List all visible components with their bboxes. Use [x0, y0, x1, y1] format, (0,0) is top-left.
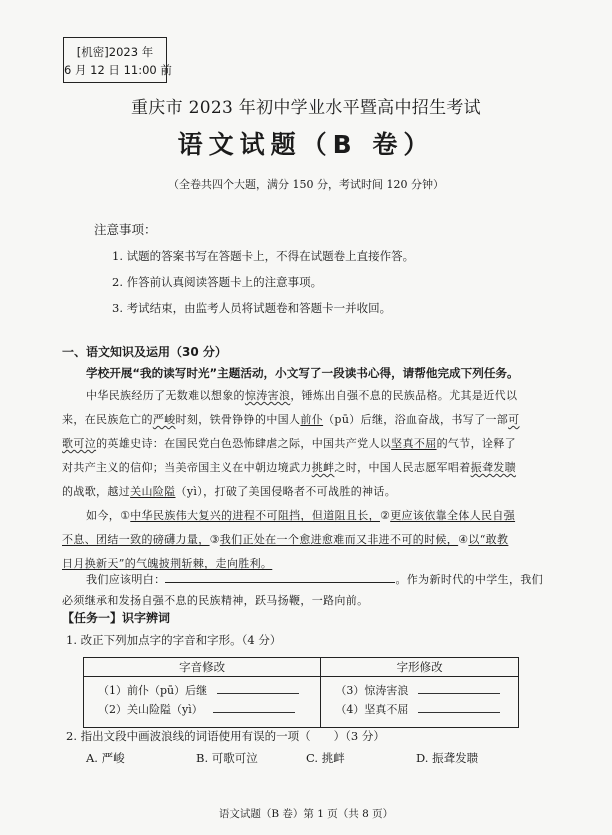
marked-word: 可: [508, 413, 520, 426]
answer-line[interactable]: [418, 683, 500, 694]
clause: 我们正处在一个愈进愈难而又非进不可的时候，: [219, 533, 459, 546]
table-row: （4）坚真不屈: [335, 700, 518, 719]
passage-line: 对共产主义的信仰；当美帝国主义在中朝边境武力挑衅之时，中国人民志愿军唱着振聋发聩: [62, 461, 517, 474]
answer-line[interactable]: [213, 702, 295, 713]
clause-number: ④: [458, 533, 469, 546]
option-b[interactable]: B. 可歌可泣: [196, 751, 258, 765]
character-cell: [321, 677, 519, 728]
passage-line: 中华民族经历了无数难以想象的惊涛害浪，锤炼出自强不息的民族品格。尤其是近代以: [86, 389, 518, 402]
question-1: 1. 改正下列加点字的字音和字形。（4 分）: [66, 633, 282, 647]
marked-word: 严峻: [152, 413, 176, 426]
notice-item: 1. 试题的答案书写在答题卡上，不得在试题卷上直接作答。: [112, 249, 415, 263]
clause: 不息、团结一致的磅礴力量，: [62, 533, 210, 546]
task-label: 【任务一】识字辨词: [62, 611, 171, 625]
confidential-line-2: 6 月 12 日 11:00 前: [64, 63, 172, 77]
passage-line: 我们应该明白： 。作为新时代的中学生，我们: [86, 573, 544, 586]
marked-word: 挑衅: [311, 461, 335, 474]
marked-word: 歌可泣: [62, 437, 97, 450]
passage-line: [62, 555, 272, 571]
marked-word: 关山险隘: [130, 485, 176, 498]
clause: 更应该依靠全体人民自强: [390, 509, 516, 522]
marked-word: 振聋发聩: [470, 461, 517, 474]
exam-info: （全卷共四个大题，满分 150 分，考试时间 120 分钟）: [168, 178, 444, 191]
notice-title: 注意事项：: [94, 222, 157, 237]
section-intro: 学校开展“我的读写时光”主题活动，小文写了一段读书心得，请帮他完成下列任务。: [86, 366, 519, 380]
passage-line: [62, 531, 508, 547]
answer-table: [83, 657, 519, 728]
notice-item: 3. 考试结束，由监考人员将试题卷和答题卡一并收回。: [112, 301, 392, 315]
page-footer: 语文试题（B 卷）第 1 页（共 8 页）: [218, 808, 394, 820]
answer-line[interactable]: [217, 683, 299, 694]
marked-word: 惊涛害浪: [244, 389, 291, 402]
pronunciation-cell: [84, 677, 321, 728]
table-header-pronunciation: 字音修改: [84, 658, 321, 677]
option-c[interactable]: C. 挑衅: [306, 751, 345, 765]
passage-line: 歌可泣的英雄史诗：在国民党白色恐怖肆虐之际，中国共产党人以坚真不屈的气节，诠释了: [62, 437, 517, 450]
clause: 以“敢教: [468, 533, 509, 546]
exam-name: 重庆市 2023 年初中学业水平暨高中招生考试: [131, 98, 481, 118]
confidential-line-1: [机密]2023 年: [76, 45, 154, 59]
table-row: （3）惊涛害浪: [335, 681, 518, 700]
clause-number: ③: [209, 533, 220, 546]
clause: 中华民族伟大复兴的进程不可阻挡，但道阻且长，: [130, 509, 380, 522]
answer-line[interactable]: [418, 702, 500, 713]
passage-line: 的战歌，越过关山险隘（yì），打破了美国侵略者不可战胜的神话。: [62, 485, 397, 498]
option-d[interactable]: D. 振聋发聩: [416, 751, 479, 765]
passage-line: 来，在民族危亡的严峻时刻，铁骨铮铮的中国人前仆（pū）后继，浴血奋战，书写了一部可: [62, 413, 520, 426]
section-heading: 一、语文知识及运用（30 分）: [62, 345, 227, 359]
table-row: （1）前仆（pū）后继: [98, 681, 320, 700]
table-header-character: 字形修改: [321, 658, 519, 677]
answer-blank[interactable]: [165, 571, 395, 583]
passage-line: 如今，①中华民族伟大复兴的进程不可阻挡，但道阻且长，②更应该依靠全体人民自强: [86, 509, 516, 522]
marked-word: 坚真不屈: [391, 437, 437, 450]
exam-title: 语文试题（B 卷）: [177, 130, 435, 159]
clause-number: ②: [379, 509, 391, 522]
option-a[interactable]: A. 严峻: [86, 751, 125, 765]
clause: 日月换新天”的气魄披荆斩棘，走向胜利。: [62, 557, 273, 570]
clause-number: ①: [120, 509, 131, 522]
marked-word: 前仆: [300, 413, 324, 426]
question-2: 2. 指出文段中画波浪线的词语使用有误的一项（ ）（3 分）: [66, 729, 385, 743]
table-row: （2）关山险隘（yì）: [98, 700, 320, 719]
confidential-box: [63, 37, 172, 83]
notice-item: 2. 作答前认真阅读答题卡上的注意事项。: [112, 275, 323, 289]
passage-line: 必须继承和发扬自强不息的民族精神，跃马扬鞭，一路向前。: [62, 594, 369, 607]
